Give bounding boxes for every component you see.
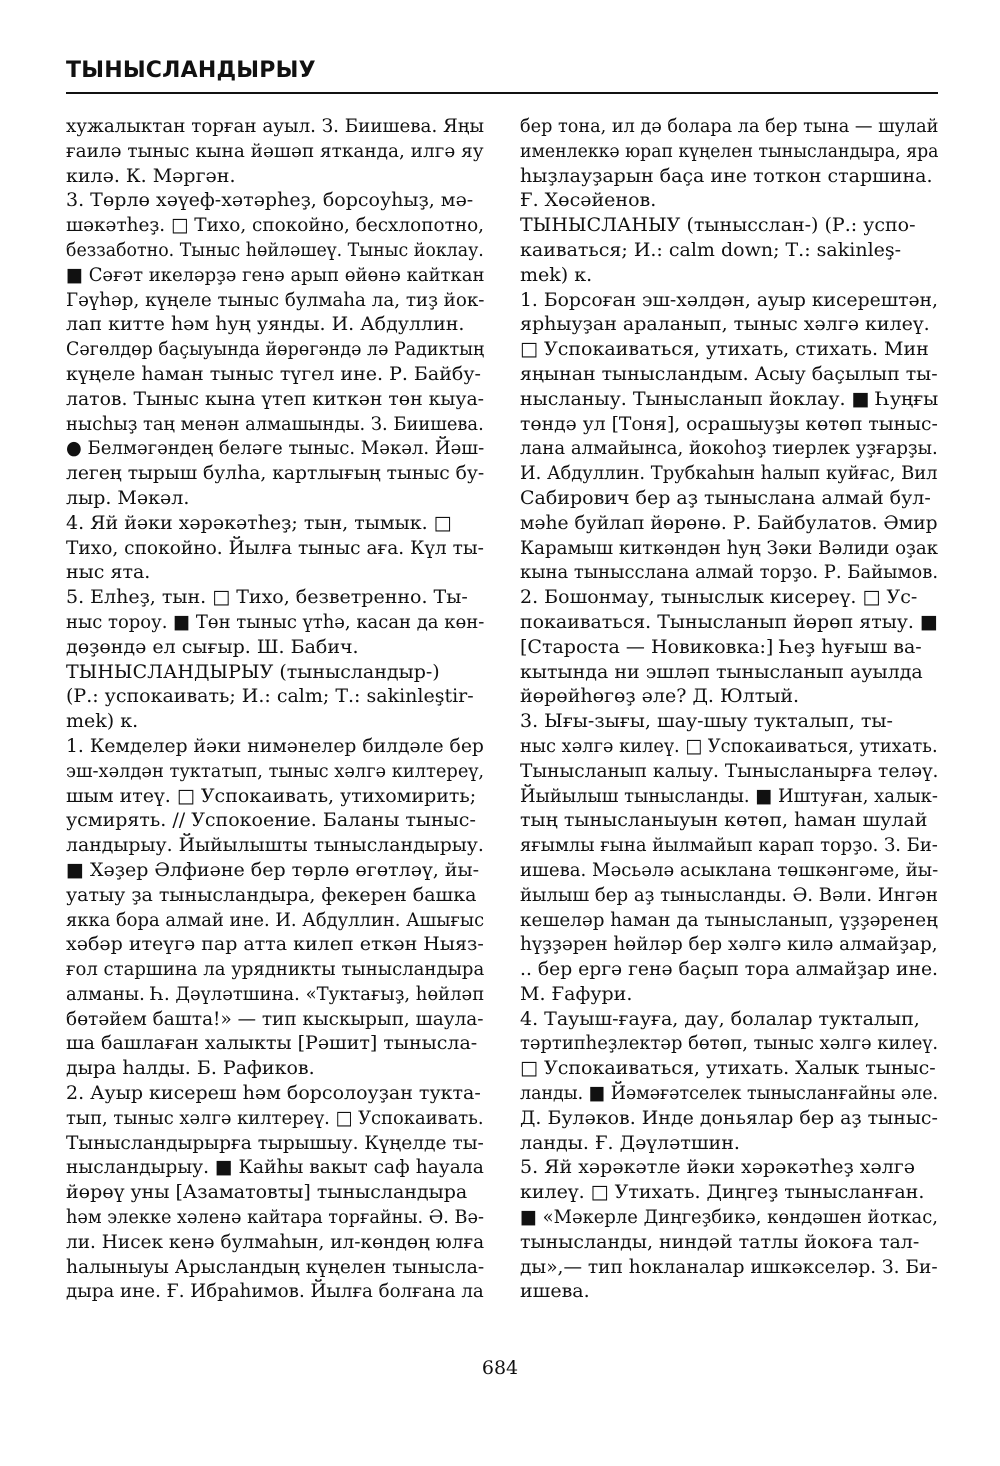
text-line: М. Ғафури. bbox=[520, 982, 633, 1005]
text-line: каиваться; И.: calm down; Т.: sakinleş- bbox=[520, 238, 902, 261]
text-line: тып, тыныс хәлгә килтереү. □ Успокаивать. bbox=[66, 1106, 484, 1129]
text-line: (Р.: успокаивать; И.: calm; Т.: sakinleştir- bbox=[66, 685, 474, 708]
text-line: Сәгөлдөр баҫыуында йөрөгәндә лә Радиктың bbox=[66, 338, 485, 361]
text-line: ғаилә тыныс кына йәшәп ятканда, илгә яу bbox=[66, 139, 484, 162]
text-line: шәкәтһеҙ. □ Тихо, спокойно, бесхлопотно, bbox=[66, 214, 485, 237]
text-line: дөҙөндә ел сығыр. Ш. Бабич. bbox=[66, 635, 359, 658]
text-line: тәртипһеҙлектәр бөтөп, тыныс хәлгә килеү. bbox=[520, 1032, 939, 1055]
text-line: 1. Кемделер йәки нимәнелер билдәле бер bbox=[66, 734, 484, 757]
text-line: ишева. Мәсьәлә асыклана төшкәнгәме, йы- bbox=[520, 858, 939, 881]
text-line: mek) к. bbox=[66, 710, 139, 733]
text-line: һүҙҙәрен һөйләр бер хәлгә килә алмайҙар, bbox=[520, 933, 938, 956]
left-column bbox=[66, 114, 484, 1304]
text-line: дыра ине. Ғ. Ибраһимов. Йылға болғана ла bbox=[66, 1280, 484, 1303]
text-line: ■ Хәҙер Әлфиәне бер төрлө өгөтләү, йы- bbox=[66, 858, 479, 881]
text-line: 2. Ауыр кисереш һәм борсолоуҙан тукта- bbox=[66, 1082, 481, 1105]
text-line: Карамыш киткәндән һуң Зәки Вәлиди оҙак bbox=[520, 536, 939, 559]
text-line: 5. Елһеҙ, тын. □ Тихо, безветренно. Ты- bbox=[66, 586, 468, 609]
text-line: Тынысландырырға тырышыу. Күңелде ты- bbox=[66, 1131, 484, 1154]
text-line: усмирять. // Успокоение. Баланы тыныс- bbox=[66, 809, 476, 832]
text-line: килә. К. Мәргән. bbox=[66, 164, 236, 187]
text-line: 4. Тауыш-ғауға, дау, болалар тукталып, bbox=[520, 1007, 920, 1030]
text-line: ■ Сәғәт икеләрҙә генә арып өйөнә кайткан bbox=[66, 263, 485, 286]
text-line: покаиваться. Тынысланып йөрөп ятыу. ■ bbox=[520, 610, 938, 633]
text-line: ландырыу. Йыйылышты тынысландырыу. bbox=[66, 834, 484, 857]
text-line: [Староста — Новиковка:] Һеҙ һуғыш ва- bbox=[520, 635, 922, 658]
text-line: хәбәр итеүгә пар атта килеп еткән Ныяз- bbox=[66, 933, 484, 956]
page-number: 684 bbox=[481, 1357, 519, 1379]
text-line: Йыйылыш тынысланды. ■ Иштуған, халык- bbox=[520, 784, 938, 807]
text-line: лыр. Мәкәл. bbox=[66, 486, 190, 509]
text-line: килеү. □ Утихать. Диңгеҙ тынысланған. bbox=[520, 1181, 925, 1204]
text-line: кына тынысслана алмай торҙо. Р. Байымов. bbox=[520, 561, 939, 584]
text-line: беззаботно. Тыныс һөйләшеү. Тыныс йоклау. bbox=[66, 238, 484, 261]
right-column bbox=[520, 114, 938, 1304]
text-line: һалыныуы Арысландың күңелен тынысла- bbox=[66, 1255, 485, 1278]
text-line: төндә ул [Тоня], осрашыуҙы көтөп тыныс- bbox=[520, 412, 938, 435]
text-line: ярһыуҙан араланып, тыныс хәлгә килеү. bbox=[520, 313, 930, 336]
text-line: нысландырыу. ■ Кайһы вакыт саф һауала bbox=[66, 1156, 484, 1179]
text-line: ● Белмәгәндең беләге тыныс. Мәкәл. Йәш- bbox=[66, 437, 485, 460]
text-line: тың тынысланыуын көтөп, һаман шулай bbox=[520, 809, 928, 832]
text-line: ныс хәлгә килеү. □ Успокаиваться, утихать. bbox=[520, 734, 938, 757]
text-line: И. Абдуллин. Трубкаһын һалып куйғас, Вил bbox=[520, 462, 938, 485]
text-line: легең тырыш булһа, картлығың тыныс бу- bbox=[66, 462, 485, 485]
text-line: лана алмайынса, йокоһоҙ тиерлек уҙғарҙы. bbox=[520, 437, 938, 460]
text-line: Гәүһәр, күңеле тыныс булмаһа ла, тиҙ йок- bbox=[66, 288, 485, 311]
text-line: дыра һалды. Б. Рафиков. bbox=[66, 1057, 315, 1080]
text-line: 2. Бошонмау, тыныслык кисереү. □ Ус- bbox=[520, 586, 918, 609]
text-line: күңеле һаман тыныс түгел ине. Р. Байбу- bbox=[66, 362, 481, 385]
text-line: кешеләр һаман да тынысланып, үҙҙәренең bbox=[520, 908, 938, 931]
text-line: һыҙлауҙарын баҫа ине тоткон старшина. bbox=[520, 164, 933, 187]
text-line: хужалыктан торған ауыл. З. Биишева. Яңы bbox=[66, 115, 485, 137]
text-line: бөтәйем башта!» — тип кыскырып, шаула- bbox=[66, 1007, 484, 1030]
text-line: ТЫНЫСЛАНЫУ (тынысслан-) (Р.: успо- bbox=[520, 214, 916, 237]
text-line: йылыш бер аҙ тынысланды. Ә. Вәли. Ингән bbox=[520, 883, 938, 906]
header-rule bbox=[66, 92, 938, 94]
text-line: ланды. Ғ. Дәүләтшин. bbox=[520, 1131, 740, 1154]
text-line: Тынысланып калыу. Тынысланырға теләү. bbox=[520, 759, 939, 782]
text-line: ша башлаған халыкты [Рәшит] тынысла- bbox=[66, 1032, 478, 1055]
text-line: яңынан тынысландым. Асыу баҫылып ты- bbox=[520, 362, 938, 385]
text-line: Ғ. Хөсәйенов. bbox=[520, 189, 657, 212]
text-line: именлеккә юрап күңелен тынысландыра, яра bbox=[520, 139, 939, 162]
text-line: йөрөйһөгөҙ әле? Д. Юлтый. bbox=[520, 685, 800, 708]
text-line: ■ «Мәкерле Диңгеҙбикә, көндәшен йоткас, bbox=[520, 1206, 938, 1229]
text-line: □ Успокаиваться, утихать, стихать. Мин bbox=[520, 338, 929, 361]
text-line: mek) к. bbox=[520, 263, 593, 286]
text-line: 3. Төрлө хәүеф-хәтәрһеҙ, борсоуһыҙ, мә- bbox=[66, 189, 474, 212]
text-line: алманы. Һ. Дәүләтшина. «Туктағыҙ, һөйләп bbox=[66, 982, 485, 1005]
text-line: ды»,— тип һокланалар ишкәкселәр. З. Би- bbox=[520, 1255, 938, 1278]
text-line: ТЫНЫСЛАНДЫРЫУ (тынысландыр-) bbox=[66, 660, 440, 683]
text-line: □ Успокаиваться, утихать. Халык тыныс- bbox=[520, 1057, 936, 1080]
text-line: ланды. ■ Йәмәғәтселек тынысланғайны әле. bbox=[520, 1082, 939, 1105]
running-head: ТЫНЫСЛАНДЫРЫУ bbox=[66, 58, 316, 83]
text-line: тынысланды, ниндәй татлы йокоға тал- bbox=[520, 1230, 920, 1253]
text-line: 3. Ығы-зығы, шау-шыу тукталып, ты- bbox=[520, 710, 893, 733]
text-line: уатыу ҙа тынысландыра, фекерен башка bbox=[66, 883, 477, 906]
text-line: Д. Буләков. Инде доньялар бер аҙ тыныс- bbox=[520, 1106, 938, 1129]
text-line: Тихо, спокойно. Йылға тыныс аға. Күл ты- bbox=[66, 536, 484, 559]
text-line: бер тона, ил дә болара ла бер тына — шулай bbox=[520, 115, 939, 137]
text-line: 1. Борсоған эш-хәлдән, ауыр кисерештән, bbox=[520, 288, 938, 311]
text-line: нысланыу. Тынысланып йоклау. ■ Һуңғы bbox=[520, 387, 939, 410]
text-line: кытында ни эшләп тынысланып ауылда bbox=[520, 660, 923, 683]
text-line: якка бора алмай ине. И. Абдуллин. Ашығыс bbox=[66, 908, 485, 931]
text-line: ныс тороу. ■ Төн тыныс үтһә, касан да көн- bbox=[66, 610, 485, 633]
text-line: .. бер ергә генә баҫып тора алмайҙар ине. bbox=[520, 958, 938, 981]
text-line: ныс ята. bbox=[66, 561, 151, 584]
text-line: йөрөү уны [Азаматовты] тынысландыра bbox=[66, 1181, 468, 1204]
text-line: 5. Яй хәрәкәтле йәки хәрәкәтһеҙ хәлгә bbox=[520, 1156, 915, 1179]
text-line: лап китте һәм һуң уянды. И. Абдуллин. bbox=[66, 313, 465, 336]
text-line: ишева. bbox=[520, 1280, 590, 1303]
text-line: 4. Яй йәки хәрәкәтһеҙ; тын, тымык. □ bbox=[66, 511, 452, 534]
text-line: һәм элекке хәленә кайтара торғайны. Ә. Вә- bbox=[66, 1206, 484, 1229]
text-line: мәһе буйлап йөрөнө. Р. Байбулатов. Әмир bbox=[520, 511, 938, 534]
text-line: Сабирович бер аҙ тыныслана алмай бул- bbox=[520, 486, 931, 509]
text-line: нысһыҙ таң менән алмашынды. З. Биишева. bbox=[66, 412, 484, 435]
text-line: яғымлы ғына йылмайып карап торҙо. З. Би- bbox=[520, 834, 938, 857]
text-line: эш-хәлдән туктатып, тыныс хәлгә килтереү, bbox=[66, 759, 485, 782]
text-line: шым итеү. □ Успокаивать, утихомирить; bbox=[66, 784, 477, 807]
text-line: ғол старшина ла урядникты тынысландыра bbox=[66, 958, 485, 981]
text-line: ли. Нисек кенә булмаһын, ил-көндөң юлға bbox=[66, 1230, 485, 1253]
text-line: латов. Тыныс кына үтеп киткән төн кыуа- bbox=[66, 387, 485, 410]
